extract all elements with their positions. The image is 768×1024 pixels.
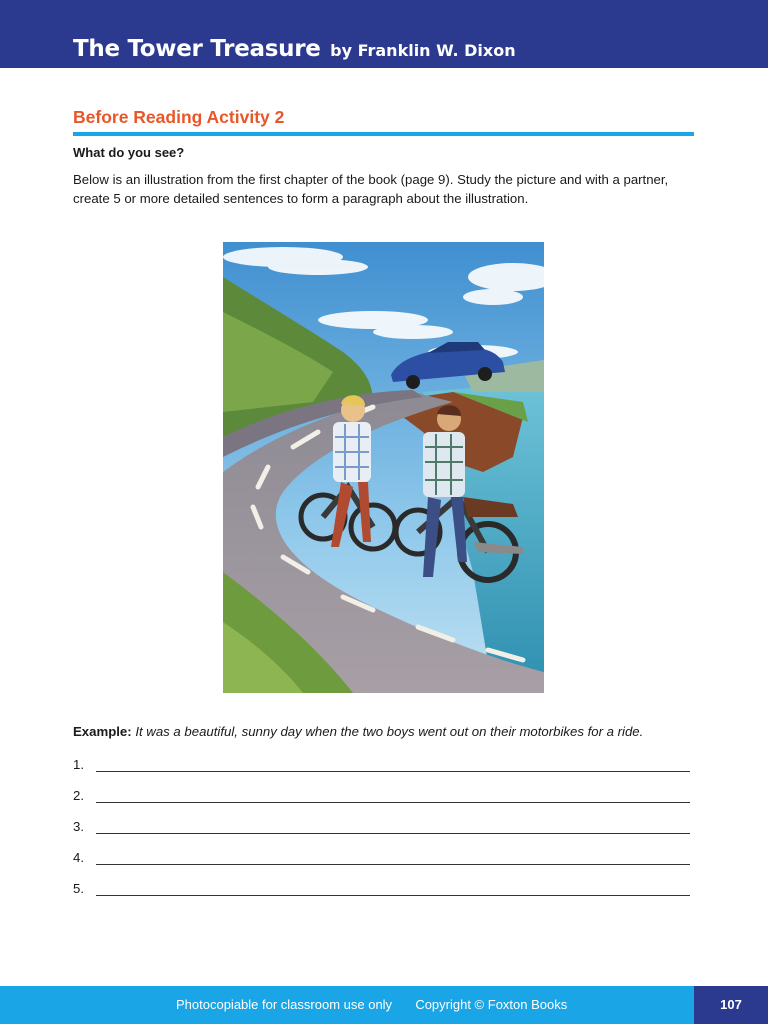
answer-blank[interactable] (96, 802, 690, 803)
activity-question: What do you see? (73, 145, 185, 160)
answer-blank[interactable] (96, 864, 690, 865)
photocopy-notice: Photocopiable for classroom use only (176, 997, 393, 1012)
book-title: The Tower Treasure (73, 36, 321, 62)
page-footer (0, 986, 768, 1024)
copyright-notice: Copyright © Foxton Books (415, 997, 568, 1012)
page-header (0, 0, 768, 68)
activity-instructions: Below is an illustration from the first chapter of the book (page 9). Study the picture and with a partner, create 5 or more detailed sentences to form a paragraph about the illustration. (73, 172, 669, 206)
answer-line (73, 850, 693, 881)
answer-line (73, 881, 693, 912)
header-title (73, 36, 516, 62)
book-byline: by Franklin W. Dixon (330, 41, 516, 60)
answer-line (73, 788, 693, 819)
answer-line-number: 2. (73, 788, 84, 803)
answer-lines (73, 757, 693, 912)
title-divider (73, 132, 694, 136)
answer-blank[interactable] (96, 895, 690, 896)
example-label: Example: (73, 724, 132, 739)
page-number: 107 (694, 986, 768, 1024)
answer-blank[interactable] (96, 833, 690, 834)
answer-blank[interactable] (96, 771, 690, 772)
example-text: It was a beautiful, sunny day when the two boys went out on their motorbikes for a ride. (135, 724, 644, 739)
story-illustration (223, 242, 544, 693)
footer-text (176, 997, 567, 1012)
answer-line-number: 5. (73, 881, 84, 896)
answer-line-number: 1. (73, 757, 84, 772)
example-sentence (73, 724, 643, 739)
answer-line (73, 819, 693, 850)
activity-title: Before Reading Activity 2 (73, 107, 285, 127)
answer-line (73, 757, 693, 788)
answer-line-number: 3. (73, 819, 84, 834)
answer-line-number: 4. (73, 850, 84, 865)
